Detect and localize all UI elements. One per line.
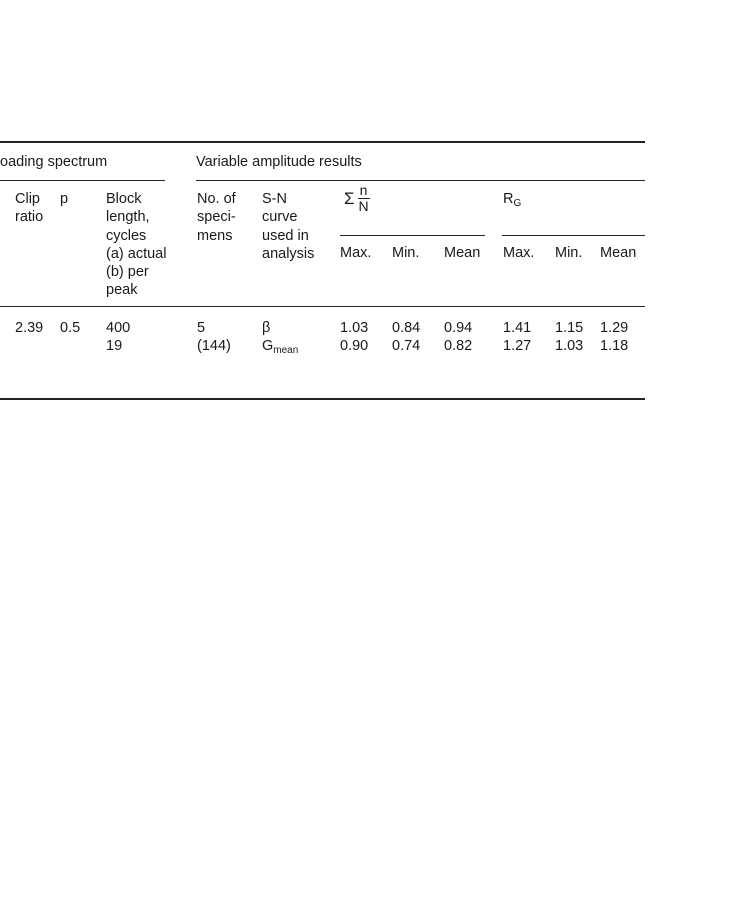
sum-n-over-n-header [344, 183, 370, 214]
specimens-cell: 5 [197, 320, 206, 336]
sum-min-header: Min. [392, 245, 420, 261]
specimens-header: No. of speci- mens [197, 191, 236, 244]
sum-min-cell: 0.74 [392, 338, 421, 354]
header-bottom-rule [0, 306, 645, 307]
sum-min-cell: 0.84 [392, 320, 421, 336]
fraction-denominator: N [358, 198, 369, 214]
rg-mean-header: Mean [600, 245, 637, 261]
sum-mean-cell: 0.94 [444, 320, 473, 336]
sum-mean-header: Mean [444, 245, 481, 261]
loading-group-rule [0, 180, 165, 181]
sn-curve-cell: $G_{mean}$ [262, 338, 299, 356]
specimens-cell: (144) [197, 338, 231, 354]
sigma-symbol: Σ [344, 188, 355, 208]
loading-spectrum-header: oading spectrum [0, 154, 108, 170]
rg-min-header: Min. [555, 245, 583, 261]
sum-max-header: Max. [340, 245, 372, 261]
sum-mean-cell: 0.82 [444, 338, 473, 354]
fraction-numerator: n [359, 182, 368, 198]
sum-group-rule [340, 235, 485, 236]
rg-max-cell: 1.41 [503, 320, 532, 336]
p-header: p [60, 191, 69, 207]
block-length-cell: 19 [106, 338, 123, 354]
rg-mean-cell: 1.18 [600, 338, 629, 354]
variable-amplitude-header: Variable amplitude results [196, 154, 362, 170]
sn-curve-header: S-N curve used in analysis [262, 191, 315, 262]
block-length-header: Block length, cycles (a) actual (b) per peak [106, 191, 167, 299]
top-rule [0, 141, 645, 143]
p-cell: 0.5 [60, 320, 81, 336]
sn-curve-cell: β [262, 320, 271, 336]
sum-max-cell: 0.90 [340, 338, 369, 354]
bottom-rule [0, 398, 645, 400]
block-length-cell: 400 [106, 320, 131, 336]
rg-max-header: Max. [503, 245, 535, 261]
clip-ratio-cell: 2.39 [15, 320, 44, 336]
rg-mean-cell: 1.29 [600, 320, 629, 336]
rg-group-rule [502, 235, 645, 236]
rg-min-cell: 1.15 [555, 320, 584, 336]
rg-max-cell: 1.27 [503, 338, 532, 354]
sum-max-cell: 1.03 [340, 320, 369, 336]
rg-header: $R_G$ [503, 191, 522, 209]
clip-ratio-header: Clip ratio [15, 191, 44, 226]
rg-min-cell: 1.03 [555, 338, 584, 354]
variable-group-rule [196, 180, 645, 181]
